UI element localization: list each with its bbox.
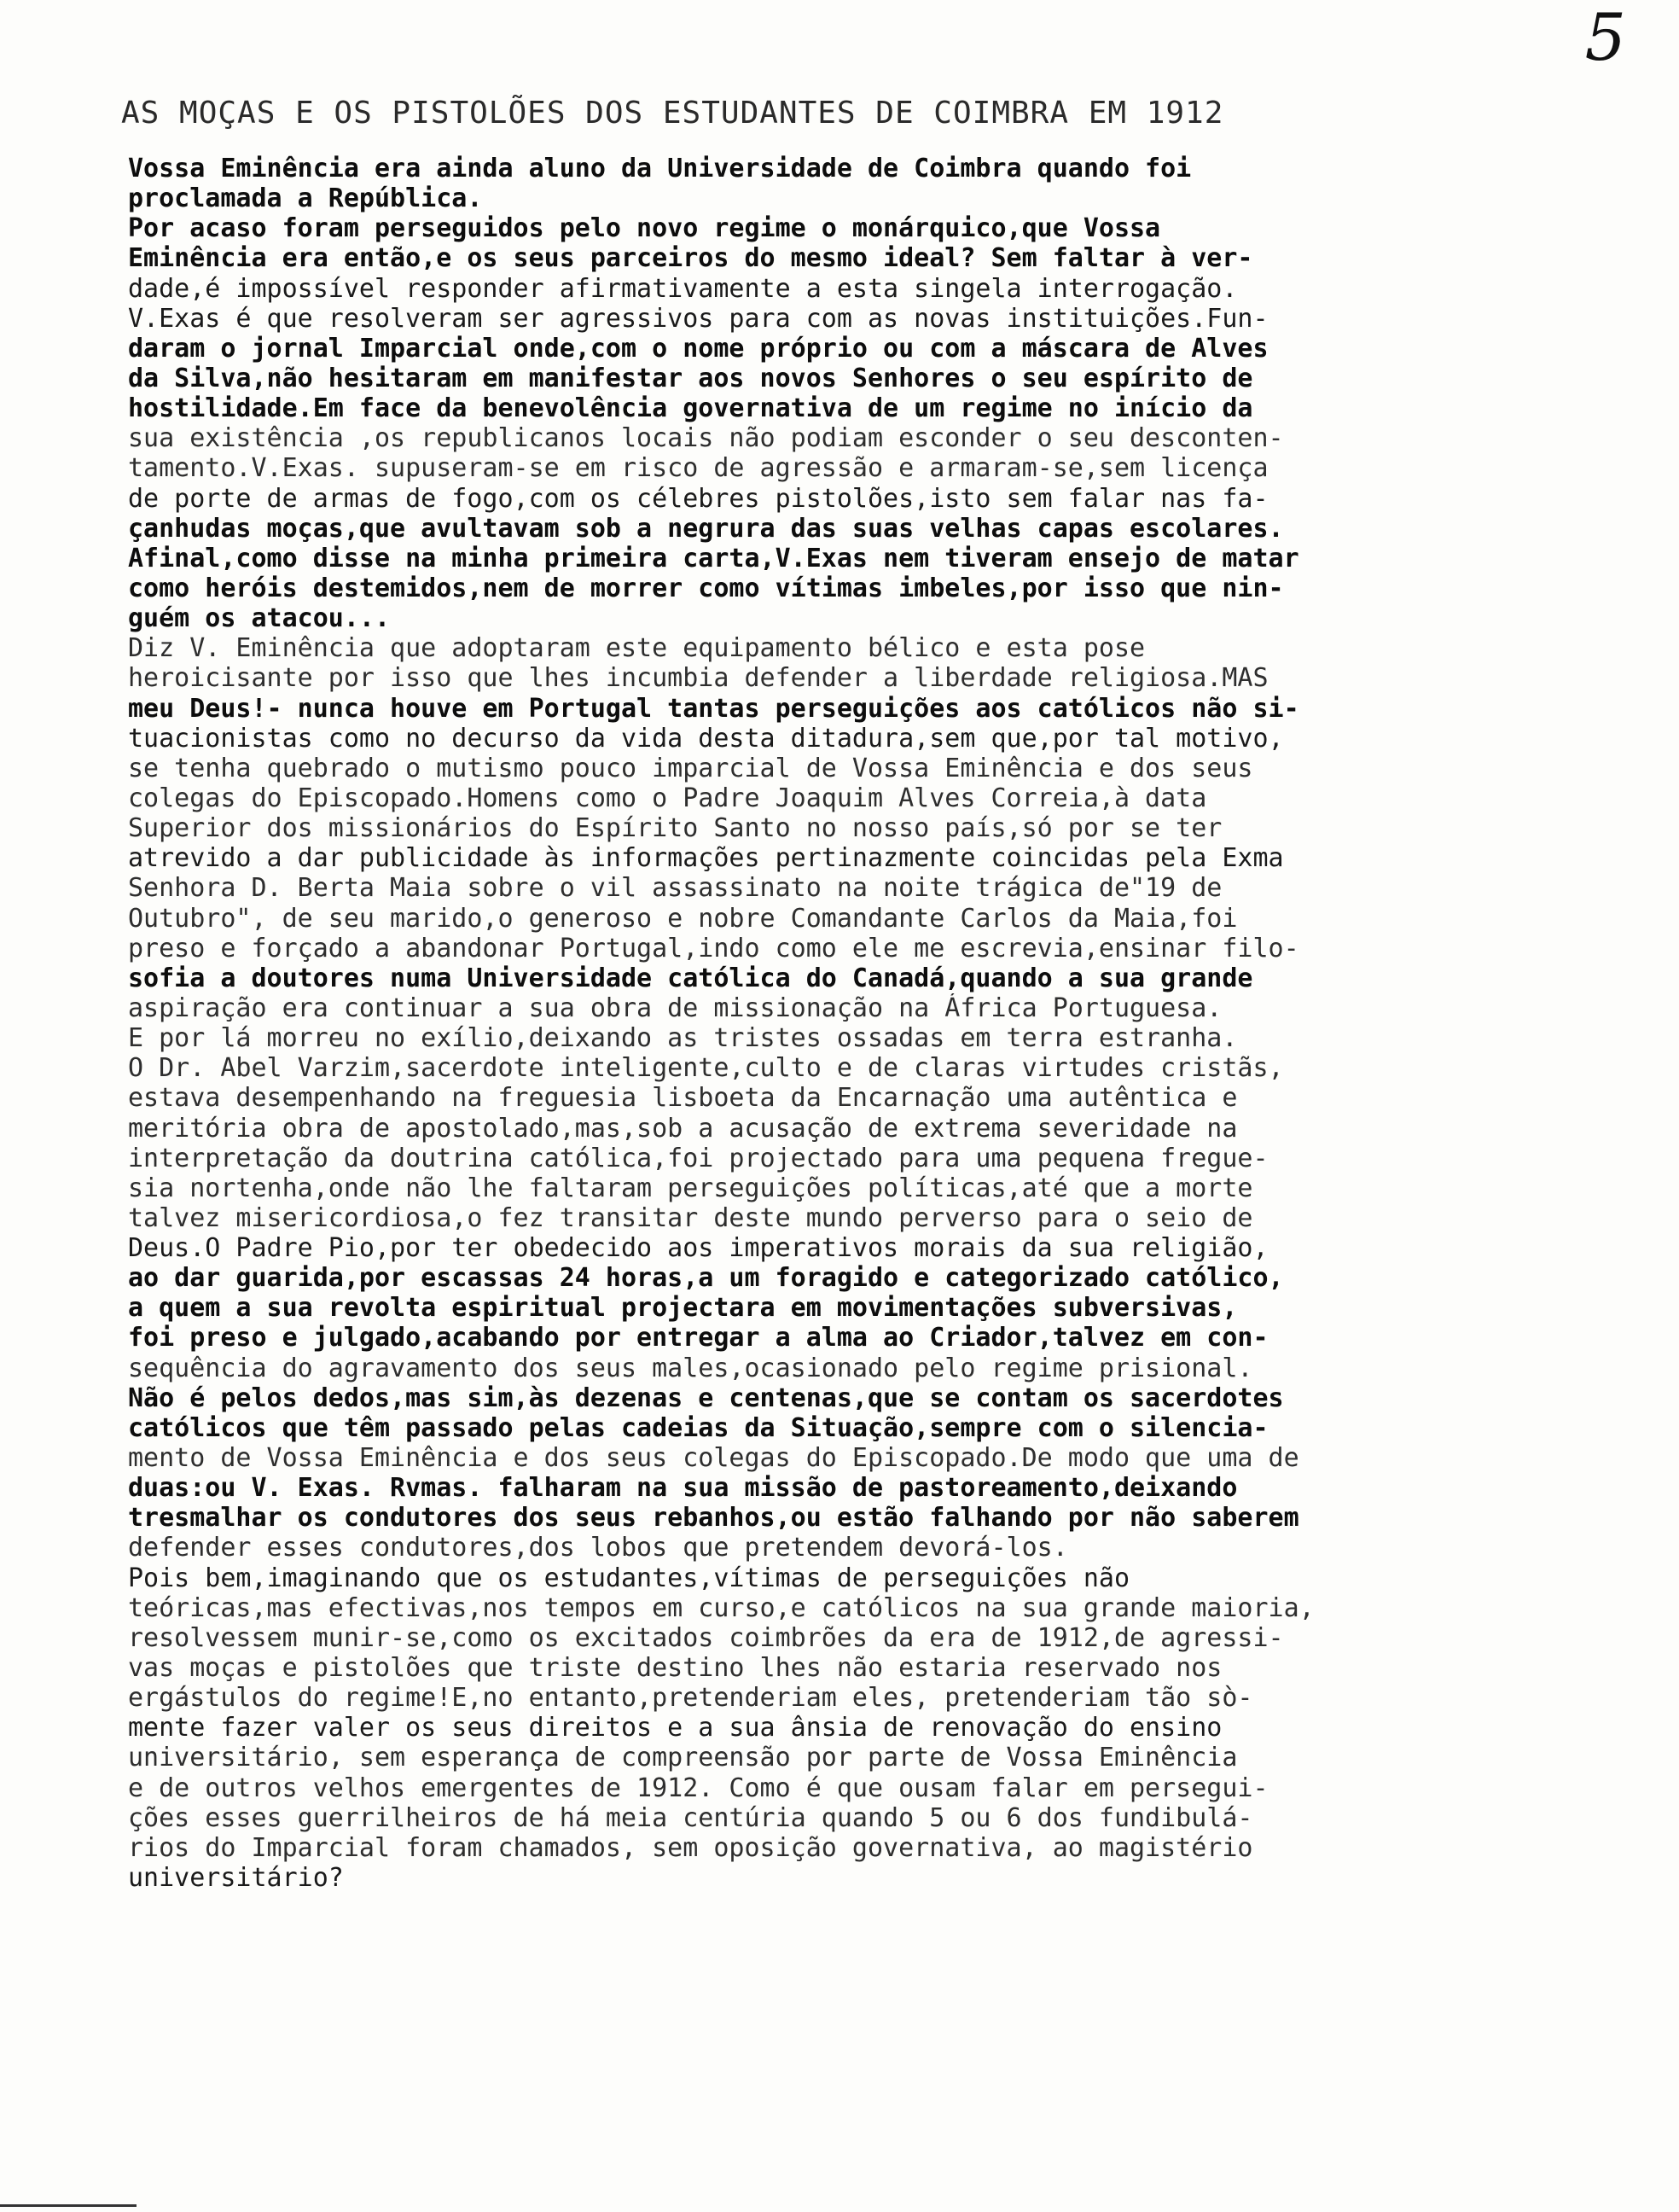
- text-line: Afinal,como disse na minha primeira carta,V.Exas nem tiveram ensejo de matar: [128, 543, 1299, 573]
- text-line: foi preso e julgado,acabando por entregar a alma ao Criador,talvez em con-: [128, 1323, 1269, 1353]
- text-line: ao dar guarida,por escassas 24 horas,a um foragido e categorizado católico,: [128, 1263, 1284, 1294]
- text-line: Outubro", de seu marido,o generoso e nobre Comandante Carlos da Maia,foi: [128, 903, 1238, 934]
- text-line: católicos que têm passado pelas cadeias da Situação,sempre com o silencia-: [128, 1412, 1269, 1443]
- text-line: O Dr. Abel Varzim,sacerdote inteligente,culto e de claras virtudes cristãs,: [128, 1053, 1284, 1084]
- text-line: tresmalhar os condutores dos seus rebanhos,ou estão falhando por não saberem: [128, 1503, 1299, 1534]
- text-line: heroicisante por isso que lhes incumbia defender a liberdade religiosa.MAS: [128, 663, 1269, 694]
- bottom-edge-rule: [0, 2204, 137, 2207]
- text-line: resolvessem munir-se,como os excitados coimbrões da era de 1912,de agressi-: [128, 1622, 1284, 1653]
- text-line: Senhora D. Berta Maia sobre o vil assassinato na noite trágica de"19 de: [128, 873, 1223, 904]
- document-title: AS MOÇAS E OS PISTOLÕES DOS ESTUDANTES DE COIMBRA EM 1912: [121, 96, 1224, 131]
- text-line: teóricas,mas efectivas,nos tempos em curso,e católicos na sua grande maioria,: [128, 1592, 1315, 1623]
- page-number: 5: [1584, 0, 1626, 75]
- text-line: da Silva,não hesitaram em manifestar aos novos Senhores o seu espírito de: [128, 363, 1253, 393]
- text-line: universitário, sem esperança de compreensão por parte de Vossa Eminência: [128, 1743, 1238, 1773]
- text-line: colegas do Episcopado.Homens como o Padre Joaquim Alves Correia,à data: [128, 783, 1207, 813]
- text-line: a quem a sua revolta espiritual projectara em movimentações subversivas,: [128, 1293, 1238, 1324]
- text-line: e de outros velhos emergentes de 1912. Como é que ousam falar em persegui-: [128, 1773, 1269, 1803]
- text-line: de porte de armas de fogo,com os célebres pistolões,isto sem falar nas fa-: [128, 483, 1269, 514]
- text-line: çanhudas moças,que avultavam sob a negrura das suas velhas capas escolares.: [128, 513, 1284, 544]
- text-line: interpretação da doutrina católica,foi projectado para uma pequena fregue-: [128, 1143, 1269, 1173]
- text-line: ergástulos do regime!E,no entanto,pretenderiam eles, pretenderiam tão sò-: [128, 1683, 1253, 1714]
- text-line: sua existência ,os republicanos locais não podiam esconder o seu desconten-: [128, 423, 1284, 454]
- text-line: Diz V. Eminência que adoptaram este equipamento bélico e esta pose: [128, 633, 1146, 664]
- text-line: V.Exas é que resolveram ser agressivos para com as novas instituições.Fun-: [128, 303, 1269, 334]
- text-line: meritória obra de apostolado,mas,sob a acusação de extrema severidade na: [128, 1113, 1238, 1144]
- text-line: Deus.O Padre Pio,por ter obedecido aos imperativos morais da sua religião,: [128, 1233, 1269, 1264]
- text-line: proclamada a República.: [128, 183, 483, 214]
- text-line: rios do Imparcial foram chamados, sem oposição governativa, ao magistério: [128, 1832, 1253, 1863]
- text-line: hostilidade.Em face da benevolência governativa de um regime no início da: [128, 393, 1253, 424]
- text-line: tuacionistas como no decurso da vida desta ditadura,sem que,por tal motivo,: [128, 723, 1284, 754]
- text-line: mente fazer valer os seus direitos e a sua ânsia de renovação do ensino: [128, 1713, 1223, 1743]
- text-line: mento de Vossa Eminência e dos seus colegas do Episcopado.De modo que uma de: [128, 1443, 1299, 1474]
- text-line: Por acaso foram perseguidos pelo novo regime o monárquico,que Vossa: [128, 213, 1161, 244]
- text-line: Eminência era então,e os seus parceiros do mesmo ideal? Sem faltar à ver-: [128, 243, 1253, 274]
- text-line: aspiração era continuar a sua obra de missionação na África Portuguesa.: [128, 992, 1223, 1023]
- text-line: ções esses guerrilheiros de há meia centúria quando 5 ou 6 dos fundibulá-: [128, 1802, 1253, 1833]
- text-line: tamento.V.Exas. supuseram-se em risco de agressão e armaram-se,sem licença: [128, 453, 1269, 484]
- text-line: sofia a doutores numa Universidade católica do Canadá,quando a sua grande: [128, 963, 1253, 993]
- text-line: preso e forçado a abandonar Portugal,indo como ele me escrevia,ensinar filo-: [128, 933, 1299, 963]
- text-line: defender esses condutores,dos lobos que pretendem devorá-los.: [128, 1533, 1068, 1563]
- text-line: sia nortenha,onde não lhe faltaram perseguições políticas,até que a morte: [128, 1173, 1253, 1203]
- text-line: dade,é impossível responder afirmativamente a esta singela interrogação.: [128, 273, 1238, 304]
- text-line: Pois bem,imaginando que os estudantes,vítimas de perseguições não: [128, 1563, 1130, 1593]
- text-line: guém os atacou...: [128, 603, 391, 634]
- text-line: Vossa Eminência era ainda aluno da Universidade de Coimbra quando foi: [128, 154, 1192, 183]
- text-line: vas moças e pistolões que triste destino lhes não estaria reservado nos: [128, 1653, 1223, 1684]
- text-line: se tenha quebrado o mutismo pouco imparcial de Vossa Eminência e dos seus: [128, 753, 1253, 783]
- text-line: estava desempenhando na freguesia lisboeta da Encarnação uma autêntica e: [128, 1083, 1238, 1114]
- text-line: daram o jornal Imparcial onde,com o nome próprio ou com a máscara de Alves: [128, 333, 1269, 364]
- text-line: talvez misericordiosa,o fez transitar deste mundo perverso para o seio de: [128, 1202, 1253, 1233]
- text-line: Não é pelos dedos,mas sim,às dezenas e centenas,que se contam os sacerdotes: [128, 1382, 1284, 1413]
- text-line: atrevido a dar publicidade às informações pertinazmente coincidas pela Exma: [128, 843, 1284, 874]
- text-line: como heróis destemidos,nem de morrer como vítimas imbeles,por isso que nin-: [128, 573, 1284, 603]
- text-line: Superior dos missionários do Espírito Santo no nosso país,só por se ter: [128, 813, 1223, 844]
- text-line: E por lá morreu no exílio,deixando as tristes ossadas em terra estranha.: [128, 1023, 1238, 1054]
- text-line: meu Deus!- nunca houve em Portugal tantas perseguições aos católicos não si-: [128, 693, 1299, 724]
- typewritten-body: [128, 154, 1638, 1893]
- text-line: universitário?: [128, 1863, 344, 1894]
- text-line: duas:ou V. Exas. Rvmas. falharam na sua missão de pastoreamento,deixando: [128, 1473, 1238, 1504]
- text-line: sequência do agravamento dos seus males,ocasionado pelo regime prisional.: [128, 1353, 1253, 1383]
